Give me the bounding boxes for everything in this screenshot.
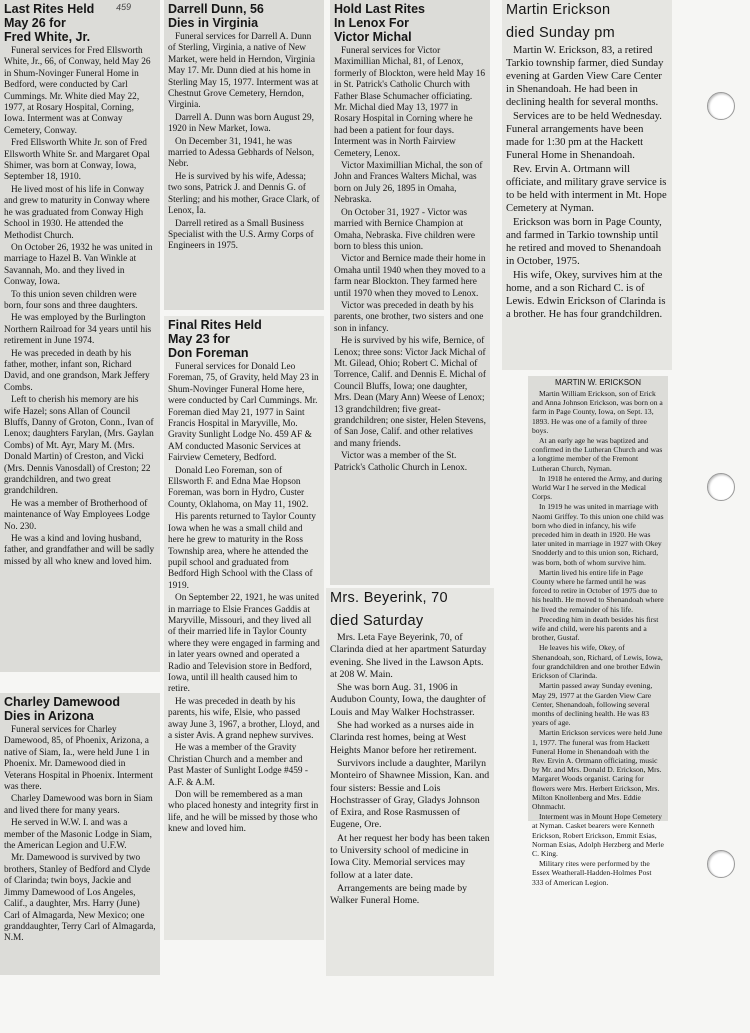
article-body [168,362,320,836]
clipping-mrs-beyerink [326,588,494,976]
paragraph: Victor was preceded in death by his parents, one brother, two sisters and one son in infancy. [334,300,484,334]
paragraph: Interment was in Mount Hope Cemetery at Nyman. Casket bearers were Kenneth Erickson, Robert Erickson, Emmit Esias, Norman Esias, Adolph Herzberg and Merle C. King. [532,812,664,858]
paragraph: He served in W.W. I. and was a member of the Masonic Lodge in Siam, the American Legion and U.F.W. [4,818,152,852]
paragraph: Arrangements are being made by Walker Funeral Home. [330,882,468,907]
paragraph: On September 22, 1921, he was united in marriage to Elsie Frances Gaddis at Maryville, Missouri, and they lived all of their married life in Taylor County where they were engaged in farming and in later years owned and operated a Radio and Television store in Bedford, Iowa, until ill health caused him to retire. [168,593,320,695]
paragraph: His parents returned to Taylor County Iowa when he was a small child and here he grew to maturity in the Ross Township area, where he attended the pupil school and graduated from Bedford High School with the Class of 1919. [168,512,316,591]
clipping-martin-erickson [502,0,672,370]
paragraph: Preceding him in death besides his first wife and child, were his parents and a brother, Gustaf. [532,614,659,643]
headline-line-3: Victor Michal [334,30,412,44]
paragraph: Funeral services for Charley Damewood, 85, of Phoenix, Arizona, a native of Siam, Ia., were held June 1 in Phoenix. Mr. Damewood died in Veterans Hospital in Phoenix. Interment was there. [4,725,153,793]
article-body [506,44,668,321]
paragraph: Funeral services for Fred Ellsworth White, Jr., 66, of Conway, held May 26 in Shum-Novinger Funeral Home in Bedford, were conducted by Carl Cummings. Mr. White died May 22, 1977, at Rosary Hospital, Corning, Iowa. Interment was at Conway Cemetery, Conway. [4,46,151,136]
paragraph: To this union seven children were born, four sons and three daughters. [4,289,138,311]
paragraph: Funeral services for Victor Maximillian Michal, 81, of Lenox, formerly of Blockton, were held May 16 in St. Patrick's Catholic Church with Father Blase Schumacher officiating. Mr. Michal died May 13, 1977 in Rosary Hospital in Corning where he had been a patient for four days. Interment was in North Fairview Cemetery, Lenox. [334,46,486,159]
paragraph: Martin William Erickson, son of Erick and Anna Johnson Erickson, was born on a farm in Page County, Iowa, on Sept. 13, 1893. He was one of a family of three boys. [532,389,663,435]
headline-line-1: Mrs. Beyerink, 70 [330,590,448,606]
binder-hole-top [707,92,735,120]
paragraph: Martin Erickson services were held June 1, 1977. The funeral was from Hackett Funeral Home in Shenandoah with the Rev. Ervin A. Ortmann officiating, music by Mr. and Mrs. Donald D. Erickson, Mrs. Margaret Woods organist. Caring for flowers were Mrs. Herbert Erickson, Mrs. Milton Knollenberg and Mrs. Eddie Ohnmacht. [532,728,663,811]
headline-line-1: Hold Last Rites [334,2,425,16]
paragraph: Mrs. Leta Faye Beyerink, 70, of Clarinda died at her apartment Saturday evening. She lived in the Lawson Apts. at 208 W. Main. [330,632,487,680]
headline-line-2: In Lenox For [334,16,409,30]
paragraph: Services are to be held Wednesday. Funeral arrangements have been made for 1:30 pm at the Hackett Funeral Home in Shenandoah. [506,111,662,161]
headline-line-1: Charley Damewood [4,695,121,709]
paragraph: Funeral services for Darrell A. Dunn of Sterling, Virginia, a native of New Market, were held in Herndon, Virginia May 17. Mr. Dunn died at his home in Sterling May 15, 1977. Interment was at Chestnut Grove Cemetery, Herndon, Virginia. [168,32,319,111]
headline-line-2: died Sunday pm [506,25,615,41]
clipping-martin-w-erickson [528,376,668,887]
article-body [168,32,320,253]
paragraph: Martin passed away Sunday evening, May 29, 1977 at the Garden View Care Center, Shenandoah, following several months of declining health. He was 83 years of age. [532,681,653,728]
paragraph: Rev. Ervin A. Ortmann will officiate, and military grave service is to be held with interment in Mt. Hope Cemetery at Nyman. [506,164,667,214]
headline-line-1: Darrell Dunn, 56 [168,2,264,16]
paragraph: He was a kind and loving husband, father, and grandfather and will be sadly missed by all who knew and loved him. [4,534,155,567]
paragraph: Erickson was born in Page County, and farmed in Tarkio township until he retired and moved to Shenandoah in October, 1975. [506,217,662,267]
paragraph: He was a member of Brotherhood of maintenance of Way Employees Lodge No. 230. [4,498,150,532]
headline-line-1: Last Rites Held [4,2,95,16]
paragraph: On December 31, 1941, he was married to Adessa Gebhards of Nelson, Nebr. [168,136,315,170]
headline-line-2: Dies in Virginia [168,16,259,30]
paragraph: He is survived by his wife, Adessa; two sons, Patrick J. and Dennis G. of Sterling; and his mother, Grace Clark, of Lenox, Ia. [168,171,320,217]
paragraph: Don will be remembered as a man who placed honesty and integrity first in life, and he will be missed by those who knew and loved him. [168,790,319,835]
headline-line-1: Martin Erickson [506,2,611,18]
paragraph: Funeral services for Donald Leo Foreman, 75, of Gravity, held May 23 in Shum-Novinger Funeral Home here, were conducted by Carl Cummings. Mr. Foreman died May 21, 1977 in Saint Francis Hospital in Maryville, Mo. Gravity Sunlight Lodge No. 459 AF & AM conducted Masonic Services at Fairview Cemetery, Bedford. [168,362,319,464]
paragraph: Victor and Bernice made their home in Omaha until 1940 when they moved to a farm near Blockton. They farmed here until 1970 when they moved to Lenox. [334,254,486,299]
paragraph: He was a member of the Gravity Christian Church and a member and Past Master of Sunlight Lodge #459 - A.F. & A.M. [168,743,308,788]
paragraph: Military rites were performed by the Essex Weatherall-Hadden-Holmes Post 333 of American Legion. [532,859,652,887]
paragraph: At an early age he was baptized and confirmed in the Lutheran Church and was a longtime member of the Fremont Lutheran Church, Nyman. [532,436,663,473]
paragraph: Darrell A. Dunn was born August 29, 1920 in New Market, Iowa. [168,112,314,135]
article-body [330,632,490,908]
paragraph: She was born Aug. 31, 1906 in Audubon County, Iowa, the daughter of Louis and May Walker Hochstrasser. [330,682,486,718]
clipping-charley-damewood [0,693,160,975]
paragraph: He was preceded in death by his parents, his wife, Elsie, who passed away June 3, 1967, a brother, Lloyd, and a sister Avis. A grand nephew survives. [168,696,320,741]
headline-line-2: Dies in Arizona [4,709,94,723]
paragraph: Survivors include a daughter, Marilyn Monteiro of Shawnee Mission, Kan. and four sisters: Bessie and Lois Hochstrasser of Gray, Gladys Johnson of Exira, and Rose Rasmussen of Eugene, Ore. [330,757,490,831]
paragraph: His wife, Okey, survives him at the home, and a son Richard C. is of Lewis. Edwin Erickson of Clarinda is a brother. He has four grandchildren. [506,270,666,320]
paragraph: Victor was a member of the St. Patrick's Catholic Church in Lenox. [334,451,468,473]
paragraph: He was preceded in death by his father, mother, infant son, Richard David, and one grandson, Mark Jeffery Combs. [4,348,150,393]
paragraph: He was employed by the Burlington Northern Railroad for 34 years until his retirement in June 1974. [4,313,152,347]
article-body [4,725,156,945]
headline-line-1: MARTIN W. ERICKSON [554,378,642,387]
clipping-fred-white [0,0,160,672]
paragraph: Charley Damewood was born in Siam and lived there for many years. [4,794,153,816]
article-body [4,46,156,568]
paragraph: Mr. Damewood is survived by two brothers, Stanley of Bedford and Clyde of Clarinda; twin boys, Jackie and Jimmy Damewood of Los Angeles, Calif., a daughter, Mrs. Harry (June) Carl of Almagarda, New Mexico; one granddaughter, Terry Carl of Almagarda, N.M. [4,853,156,944]
handwritten-note: 459 [115,1,132,13]
headline-line-1: Final Rites Held [168,318,262,332]
clipping-victor-michal [330,0,490,585]
paragraph: Fred Ellsworth White Jr. son of Fred Ellsworth White Sr. and Margaret Opal Shimer, was born at Conway, Iowa, September 18, 1910. [4,138,150,183]
paragraph: He lived most of his life in Conway and grew to maturity in Conway where he was graduated from Conway High School in 1930. He attended the Methodist Church. [4,184,150,241]
paragraph: Darrell retired as a Small Business Specialist with the U.S. Army Corps of Engineers in 1975. [168,218,314,252]
binder-hole-middle [707,473,735,501]
headline-line-3: Fred White, Jr. [4,30,91,44]
paragraph: On October 31, 1927 - Victor was married with Bernice Champion at Omaha, Nebraska. Five children were born to bless this union. [334,207,475,252]
paragraph: Martin lived his entire life in Page County where he farmed until he was forced to retire in October of 1975 due to his health. He moved to Shenandoah where he lived the remainder of his life. [532,567,664,614]
paragraph: He is survived by his wife, Bernice, of Lenox; three sons: Victor Jack Michal of Mt. Gilead, Ohio; Robert C. Michal of Torrence, Calif. and Dennis E. Michal of Council Bluffs, Iowa; one daughter, Mrs. Dean (Mary Ann) Weese of Lenox; 13 grandchildren; five great-grandchildren; one sister, Helen Stevens, of San Jose, Calif. and other relatives and many friends. [334,336,486,449]
paragraph: In 1919 he was united in marriage with Naomi Griffey. To this union one child was born who died in infancy, his wife preceded him in death in 1920. He was later united in marriage in 1927 with Okey Snodderly and to this union son, Richard, was born, both of whom survive him. [532,502,664,567]
article-body [532,389,664,887]
clipping-darrell-dunn [164,0,324,310]
binder-hole-bottom [707,850,735,878]
headline-line-2: died Saturday [330,613,424,629]
paragraph: Left to cherish his memory are his wife Hazel; sons Allan of Council Bluffs, Danny of Groton, Conn., Ivan of Lenox; daughters Farylan, (Mrs. Gaylan Combs) of Mt. Ayr, Mary M. (Mrs. Donald Martin) of Creston, and Vicki (Mrs. Dennis Vanosdall) of Creston; 22 grandchildren, and two great grandchildren. [4,395,154,497]
headline-line-3: Don Foreman [168,346,249,360]
clipping-don-foreman [164,316,324,940]
headline-line-2: May 23 for [168,332,230,346]
paragraph: He leaves his wife, Okey, of Shenandoah, son, Richard, of Lewis, Iowa, four grandchildren and one brother Edwin Erickson of Clarinda. [532,643,663,681]
paragraph: Donald Leo Foreman, son of Ellsworth F. and Edna Mae Hopson Foreman, was born in Hydro, Custer County, Oklahoma, on May 11, 1902. [168,465,309,510]
paragraph: On October 26, 1932 he was united in marriage to Hazel B. Van Winkle at Savannah, Mo. and they lived in Conway, Iowa. [4,242,153,288]
paragraph: Victor Maximillian Michal, the son of John and Frances Walters Michal, was born on July 26, 1895 in Omaha, Nebraska. [334,161,483,206]
paragraph: Martin W. Erickson, 83, a retired Tarkio township farmer, died Sunday evening at Garden View Care Center in Shenandoah. He had been in declining health for several months. [506,45,664,108]
paragraph: In 1918 he entered the Army, and during World War I he served in the Medical Corps. [532,473,663,502]
headline-line-2: May 26 for [4,16,66,30]
paragraph: She had worked as a nurses aide in Clarinda rest homes, being at West Heights Manor before her retirement. [330,720,477,756]
article-body [334,46,486,474]
paragraph: At her request her body has been taken to University school of medicine in Iowa City. Memorial services may follow at a later date. [330,832,490,881]
